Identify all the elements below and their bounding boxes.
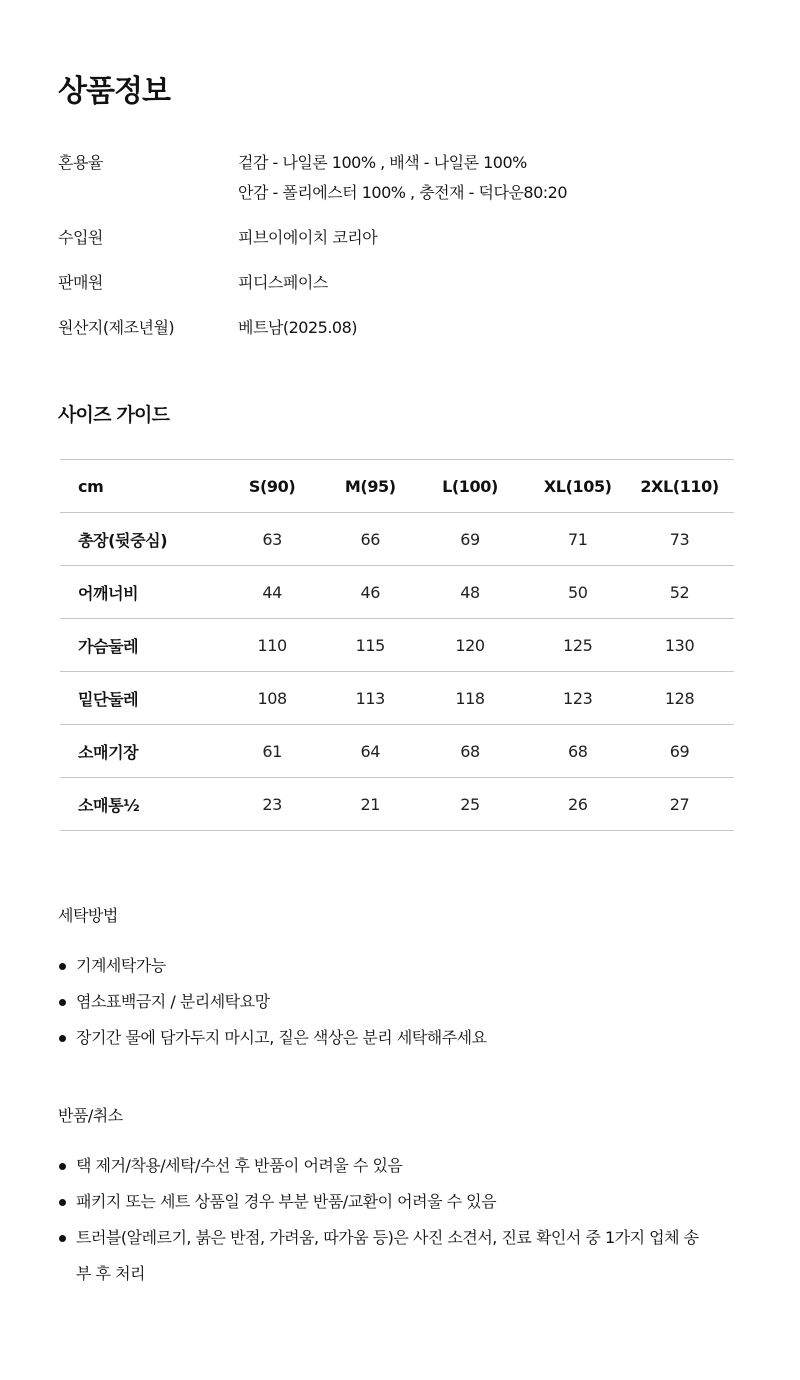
returns-title: 반품/취소 bbox=[58, 1106, 123, 1125]
table-header-cell: cm bbox=[78, 476, 104, 496]
table-cell: 61 bbox=[262, 741, 282, 761]
info-value-line: 안감 - 폴리에스터 100% , 충전재 - 덕다운80:20 bbox=[238, 183, 568, 202]
size-table bbox=[60, 459, 734, 831]
returns-section bbox=[58, 1104, 758, 1292]
bullet-icon bbox=[59, 1235, 66, 1242]
table-cell: 46 bbox=[360, 582, 381, 602]
info-key: 혼용율 bbox=[58, 153, 103, 172]
table-cell: 120 bbox=[455, 635, 485, 655]
table-cell: 125 bbox=[563, 635, 593, 655]
table-row bbox=[60, 513, 734, 566]
table-row bbox=[60, 778, 734, 831]
page-title: 상품정보 bbox=[58, 74, 170, 109]
table-cell: 23 bbox=[262, 794, 282, 814]
table-row bbox=[60, 619, 734, 672]
table-cell: 69 bbox=[460, 529, 480, 549]
row-label: 총장(뒷중심) bbox=[78, 530, 168, 550]
table-cell: 108 bbox=[257, 688, 287, 708]
table-header-cell: M(95) bbox=[344, 476, 396, 496]
table-cell: 26 bbox=[567, 794, 588, 814]
table-cell: 68 bbox=[460, 741, 480, 761]
table-cell: 52 bbox=[669, 582, 690, 602]
info-value: 피브이에이치 코리아 bbox=[238, 228, 378, 247]
list-item-text: 염소표백금지 / 분리세탁요망 bbox=[76, 992, 270, 1011]
table-header-cell: XL(105) bbox=[543, 476, 612, 496]
info-value: 베트남(2025.08) bbox=[238, 318, 358, 337]
table-cell: 123 bbox=[563, 688, 593, 708]
row-label: 어깨너비 bbox=[78, 583, 139, 603]
list-item-text: 트러블(알레르기, 붉은 반점, 가려움, 따가움 등)은 사진 소견서, 진료 확인서 중 1가지 업체 송부 후 처리 bbox=[76, 1228, 699, 1283]
table-cell: 48 bbox=[460, 582, 480, 602]
table-cell: 21 bbox=[360, 794, 381, 814]
table-cell: 118 bbox=[455, 688, 485, 708]
table-row bbox=[60, 566, 734, 619]
table-cell: 115 bbox=[355, 635, 385, 655]
table-row bbox=[60, 725, 734, 778]
bullet-icon bbox=[59, 963, 66, 970]
care-title: 세탁방법 bbox=[58, 906, 118, 925]
list-item-text: 택 제거/착용/세탁/수선 후 반품이 어려울 수 있음 bbox=[76, 1156, 403, 1175]
row-label: 소매통½ bbox=[78, 795, 140, 815]
info-key: 판매원 bbox=[58, 273, 103, 292]
table-cell: 71 bbox=[567, 529, 588, 549]
table-header-cell: S(90) bbox=[248, 476, 296, 496]
care-section bbox=[58, 904, 758, 1056]
table-header-row bbox=[60, 460, 734, 513]
row-label: 밑단둘레 bbox=[78, 689, 139, 709]
table-header-cell: 2XL(110) bbox=[640, 476, 719, 496]
bullet-icon bbox=[59, 1035, 66, 1042]
table-header-cell: L(100) bbox=[442, 476, 498, 496]
info-row-seller bbox=[58, 268, 758, 298]
list-item bbox=[58, 1220, 706, 1292]
product-info-list bbox=[58, 148, 758, 343]
table-cell: 69 bbox=[669, 741, 690, 761]
info-value: 피디스페이스 bbox=[238, 273, 328, 292]
table-cell: 130 bbox=[664, 635, 695, 655]
table-cell: 50 bbox=[567, 582, 588, 602]
row-label: 가슴둘레 bbox=[78, 636, 139, 656]
bullet-icon bbox=[59, 999, 66, 1006]
care-list bbox=[58, 948, 758, 1056]
info-row-origin bbox=[58, 313, 758, 343]
row-label: 소매기장 bbox=[78, 742, 139, 762]
table-cell: 64 bbox=[360, 741, 381, 761]
info-key: 원산지(제조년월) bbox=[58, 318, 175, 337]
bullet-icon bbox=[59, 1163, 66, 1170]
list-item bbox=[58, 1148, 758, 1184]
table-cell: 128 bbox=[664, 688, 695, 708]
list-item-text: 장기간 물에 담가두지 마시고, 짙은 색상은 분리 세탁해주세요 bbox=[76, 1028, 487, 1047]
table-cell: 25 bbox=[460, 794, 480, 814]
list-item bbox=[58, 984, 758, 1020]
table-cell: 27 bbox=[669, 794, 690, 814]
info-value-line: 겉감 - 나일론 100% , 배색 - 나일론 100% bbox=[238, 153, 527, 172]
table-row bbox=[60, 672, 734, 725]
table-cell: 63 bbox=[262, 529, 282, 549]
info-key: 수입원 bbox=[58, 228, 103, 247]
returns-list bbox=[58, 1148, 758, 1292]
table-cell: 68 bbox=[567, 741, 588, 761]
bullet-icon bbox=[59, 1199, 66, 1206]
list-item bbox=[58, 1184, 758, 1220]
table-cell: 73 bbox=[669, 529, 690, 549]
info-row-importer bbox=[58, 223, 758, 253]
list-item-text: 패키지 또는 세트 상품일 경우 부분 반품/교환이 어려울 수 있음 bbox=[76, 1192, 497, 1211]
list-item bbox=[58, 1020, 758, 1056]
info-row-material bbox=[58, 148, 758, 208]
list-item bbox=[58, 948, 758, 984]
list-item-text: 기계세탁가능 bbox=[76, 956, 166, 975]
table-cell: 110 bbox=[257, 635, 287, 655]
table-cell: 44 bbox=[262, 582, 282, 602]
table-cell: 113 bbox=[355, 688, 385, 708]
table-cell: 66 bbox=[360, 529, 381, 549]
size-guide-title: 사이즈 가이드 bbox=[58, 404, 170, 426]
info-value bbox=[238, 148, 567, 208]
